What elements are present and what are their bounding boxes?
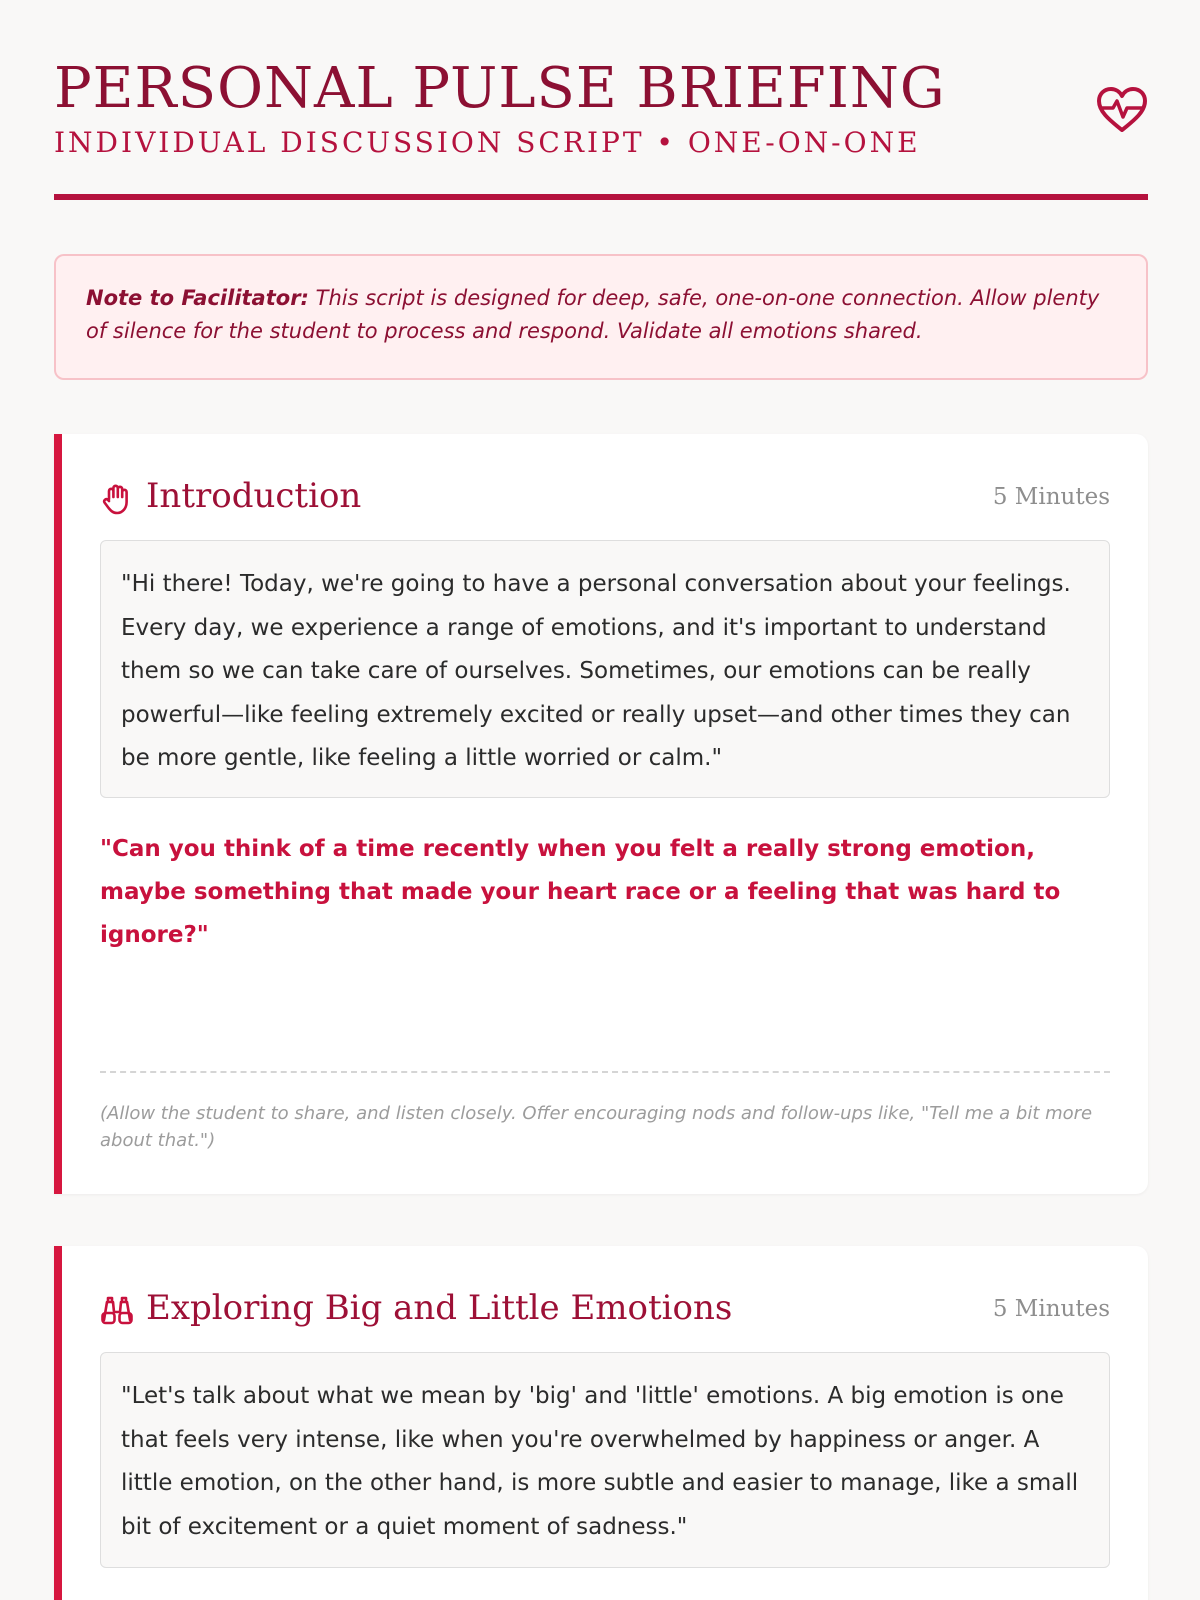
script-text: "Hi there! Today, we're going to have a personal conversation about your feelings. Every day, we experience a range of emotions, and it's important to understand them so we can take care of ourselves. Sometimes, our emotions can be really powerful—like feeling extremely excited or really upset—and other times they can be more gentle, like feeling a little worried or calm."	[100, 540, 1110, 798]
facilitator-instruction: (Allow the student to share, and listen closely. Offer encouraging nods and follow-ups like, "Tell me a bit more about that.")	[100, 1103, 1093, 1151]
section-title: Introduction	[146, 476, 362, 516]
section-duration: 5 Minutes	[992, 1296, 1110, 1322]
section-header	[100, 1286, 1110, 1334]
page-subtitle: INDIVIDUAL DISCUSSION SCRIPT • ONE-ON-ONE	[54, 126, 921, 159]
note-label: Note to Facilitator:	[86, 286, 309, 310]
hand-wave-icon	[100, 482, 134, 516]
header	[54, 0, 1148, 200]
page	[54, 0, 1148, 1540]
section-header	[100, 474, 1110, 522]
section-duration: 5 Minutes	[992, 484, 1110, 510]
page-title: PERSONAL PULSE BRIEFING	[54, 56, 946, 121]
heart-pulse-icon	[1096, 86, 1148, 134]
binoculars-icon	[100, 1294, 134, 1328]
facilitator-note-banner	[54, 254, 1148, 380]
discussion-question: "Can you think of a time recently when you felt a really strong emotion, maybe something that made your heart race or a feeling that was hard to ignore?"	[100, 836, 1061, 948]
section-card-exploring-emotions	[54, 1246, 1148, 1600]
note-text: This script is designed for deep, safe, one-on-one connection. Allow plenty of silence for the student to process and respond. Validate all emotions shared.	[86, 286, 1100, 343]
divider	[100, 1071, 1110, 1073]
section-card-introduction	[54, 434, 1148, 1194]
section-title: Exploring Big and Little Emotions	[146, 1288, 733, 1328]
script-text: "Let's talk about what we mean by 'big' and 'little' emotions. A big emotion is one that feels very intense, like when you're overwhelmed by happiness or anger. A little emotion, on the other hand, is more subtle and easier to manage, like a small bit of excitement or a quiet moment of sadness."	[100, 1352, 1110, 1568]
